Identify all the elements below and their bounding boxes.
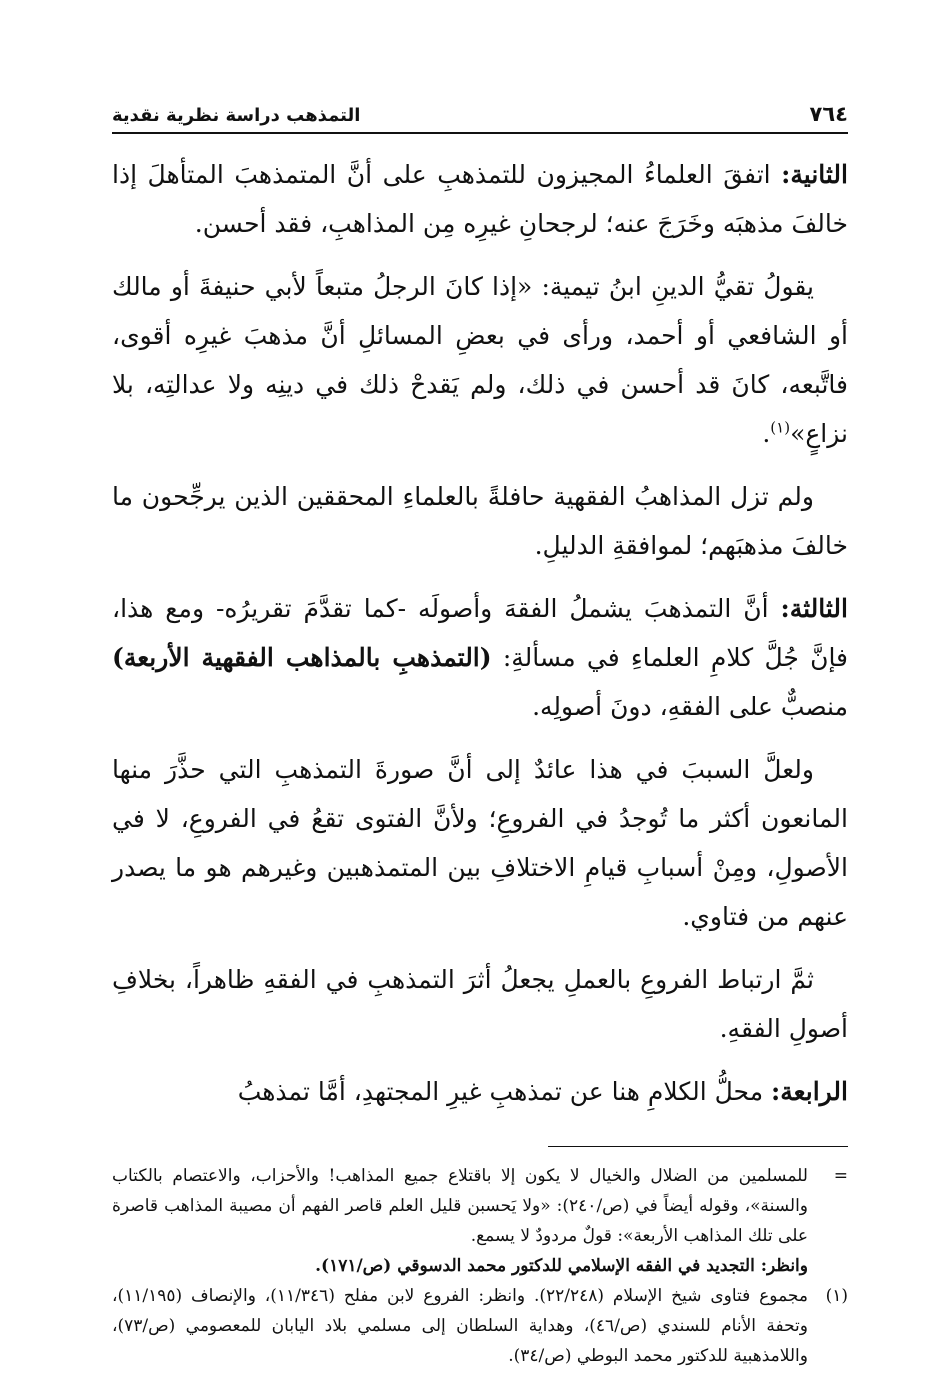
footnote-line: مجموع فتاوى شيخ الإسلام (٢٢/٢٤٨). وانظر: الفروع لابن مفلح (١١/٣٤٦)، والإنصاف (١١/١٩٥)، وتحفة الأنام للسندي (ص/٤٦)، وهداية السلطان إلى مسلمي بلاد اليابان للمعصومي (ص/٧٣)، واللامذهبية للدكتور محمد البوطي (ص/٣٤). <box>112 1286 808 1366</box>
paragraph-text: أنَّ التمذهبَ يشملُ الفقهَ وأصولَه -كما تقدَّمَ تقريرُه- ومع هذا، فإنَّ جُلَّ كلامِ العلماءِ في مسألةِ: <box>112 594 849 672</box>
footnotes <box>112 1161 848 1371</box>
keyword-third: الثالثة: <box>780 594 848 623</box>
footnote-body <box>112 1161 808 1281</box>
footnote-line: للمسلمين من الضلال والخيال لا يكون إلا باقتلاع جميع المذاهب! والأحزاب، والاعتصام بالكتاب والسنة»، وقوله أيضاً في (ص/٢٤٠): «ولا يَحسبن قليل العلم قاصر الفهم أن مصيبة المذاهب قاصرة على تلك المذاهب الأربعة»: قولٌ مردودٌ لا يسمع. <box>112 1166 809 1246</box>
paragraph-reason <box>112 745 848 941</box>
paragraph-text: اتفقَ العلماءُ المجيزون للتمذهبِ على أنَّ المتمذهبَ المتأهلَ إذا خالفَ مذهبَه وخَرَجَ عنه؛ لرجحانِ غيرِه مِن المذاهبِ، فقد أحسن. <box>112 160 848 238</box>
header-rule <box>112 132 848 134</box>
paragraph-text: ثمَّ ارتباط الفروعِ بالعملِ يجعلُ أثرَ التمذهبِ في الفقهِ ظاهراً، بخلافِ أصولِ الفقهِ. <box>112 965 848 1043</box>
keyword-second: الثانية: <box>781 160 848 189</box>
paragraph-fourth-point <box>112 1067 848 1116</box>
footnote-line: وانظر: التجديد في الفقه الإسلامي للدكتور محمد الدسوقي (ص/١٧١). <box>315 1256 808 1276</box>
footnote-separator <box>548 1146 848 1147</box>
footnote-marker: (١) <box>825 1286 848 1306</box>
footnote-reference: (١) <box>770 418 791 437</box>
bold-phrase: (التمذهبِ بالمذاهب الفقهية الأربعة) <box>112 643 492 672</box>
document-page <box>112 92 848 1371</box>
paragraph-madhhabs <box>112 472 848 570</box>
running-title: التمذهب دراسة نظرية نقدية <box>112 105 361 126</box>
paragraph-third-point <box>112 584 848 731</box>
paragraph-text: ولعلَّ السببَ في هذا عائدٌ إلى أنَّ صورةَ التمذهبِ التي حذَّرَ منها المانعون أكثر ما تُوجدُ في الفروعِ؛ ولأنَّ الفتوى تقعُ في الفروعِ، لا في الأصولِ، ومِنْ أسبابِ قيامِ الاختلافِ بين المتمذهبين وغيرهم هو ما يصدر عنهم من فتاوي. <box>112 755 848 931</box>
paragraph-text: محلُّ الكلامِ هنا عن تمذهبِ غيرِ المجتهدِ، أمَّا تمذهبُ <box>237 1077 772 1106</box>
footnote-1 <box>112 1281 848 1371</box>
keyword-fourth: الرابعة: <box>771 1077 848 1106</box>
paragraph-tail: . <box>762 419 771 448</box>
page-header <box>112 92 848 126</box>
paragraph-text-end: منصبٌّ على الفقهِ، دونَ أصولِه. <box>532 692 848 721</box>
paragraph-text: يقولُ تقيُّ الدينِ ابنُ تيمية: «إذا كانَ الرجلُ متبعاً لأبي حنيفةَ أو مالك أو الشافعي أو أحمد، ورأى في بعضِ المسائلِ أنَّ مذهبَ غيرِه أقوى، فاتَّبعه، كانَ قد أحسن في ذلك، ولم يَقدحْ ذلك في دينِه ولا عدالتِه، بلا نزاعٍ» <box>112 272 848 448</box>
page-number: ٧٦٤ <box>809 102 848 126</box>
footnote-continuation <box>112 1161 848 1281</box>
footnote-body <box>112 1281 808 1371</box>
paragraph-text: ولم تزل المذاهبُ الفقهية حافلةً بالعلماءِ المحققين الذين يرجِّحون ما خالفَ مذهبَهم؛ لموافقةِ الدليلِ. <box>112 482 848 560</box>
paragraph-ibn-taymiyyah-quote <box>112 262 848 458</box>
footnote-marker: = <box>833 1166 848 1186</box>
main-text <box>112 150 848 1116</box>
paragraph-branches <box>112 955 848 1053</box>
paragraph-second-point <box>112 150 848 248</box>
